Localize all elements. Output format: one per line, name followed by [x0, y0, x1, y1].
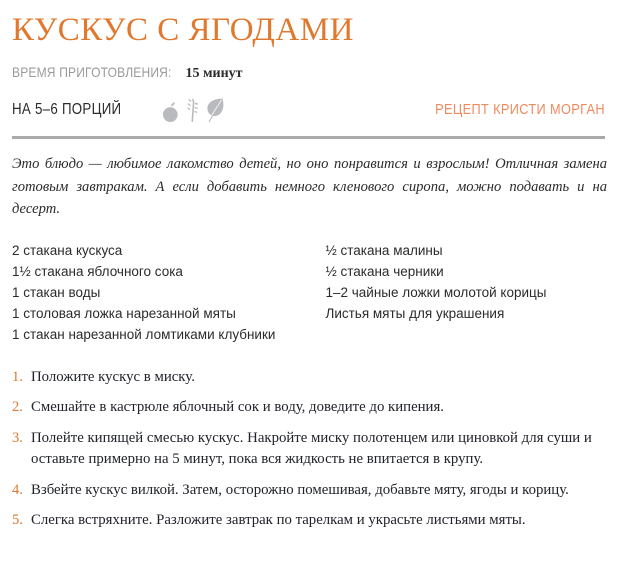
category-icon-group	[161, 97, 225, 123]
step-number: 3.	[12, 429, 23, 446]
ingredient-item: 1–2 чайные ложки молотой корицы	[325, 284, 547, 300]
servings-row	[12, 98, 605, 122]
header-divider	[12, 136, 605, 139]
step-number: 1.	[12, 368, 23, 385]
instruction-step	[12, 367, 605, 389]
ingredients-column-left	[12, 240, 325, 345]
cooking-time-label: ВРЕМЯ ПРИГОТОВЛЕНИЯ:	[12, 64, 172, 80]
cooking-time-value: 15 минут	[185, 66, 243, 81]
recipe-author: РЕЦЕПТ КРИСТИ МОРГАН	[435, 102, 605, 118]
step-text: Полейте кипящей смесью кускус. Накройте миску полотенцем или циновкой для суши и оставьте примерно на 5 минут, пока вся жидкость не впитается в крупу.	[31, 429, 592, 467]
step-text: Смешайте в кастрюле яблочный сок и воду, доведите до кипения.	[31, 399, 444, 415]
servings-group	[12, 97, 225, 123]
ingredient-item: Листья мяты для украшения	[325, 305, 505, 321]
ingredient-item: ½ стакана черники	[325, 263, 444, 279]
wheat-icon	[184, 97, 202, 123]
instruction-step	[12, 397, 605, 419]
instruction-step	[12, 480, 605, 502]
leaf-icon	[205, 97, 225, 123]
page-title: КУСКУС С ЯГОДАМИ	[12, 12, 354, 48]
apple-icon	[161, 101, 181, 123]
ingredients-section	[12, 240, 605, 345]
instruction-step	[12, 510, 605, 532]
ingredients-column-right	[325, 240, 605, 345]
instruction-step	[12, 428, 605, 471]
step-text: Слегка встряхните. Разложите завтрак по тарелкам и украсьте листьями мяты.	[31, 512, 526, 528]
ingredient-item: 1 стакан воды	[12, 284, 101, 300]
ingredient-item: 1 стакан нарезанной ломтиками клубники	[12, 326, 276, 342]
servings-label: НА 5–6 ПОРЦИЙ	[12, 101, 122, 118]
ingredient-item: 2 стакана кускуса	[12, 242, 123, 258]
ingredient-item: 1½ стакана яблочного сока	[12, 263, 183, 279]
step-text: Взбейте кускус вилкой. Затем, осторожно помешивая, добавьте мяту, ягоды и корицу.	[31, 481, 569, 498]
step-text: Положите кускус в миску.	[31, 368, 195, 385]
step-number: 5.	[12, 512, 23, 528]
step-number: 4.	[12, 481, 23, 498]
ingredient-item: ½ стакана малины	[325, 242, 443, 258]
step-number: 2.	[12, 399, 23, 415]
instructions-section	[12, 367, 605, 532]
intro-paragraph: Это блюдо — любимое лакомство детей, но оно понравится и взрослым! Отличная замена готовым завтракам. А если добавить немного кленового сиропа, можно подавать и на десерт.	[12, 156, 607, 217]
ingredient-item: 1 столовая ложка нарезанной мяты	[12, 305, 236, 321]
cooking-time-row	[12, 64, 605, 82]
